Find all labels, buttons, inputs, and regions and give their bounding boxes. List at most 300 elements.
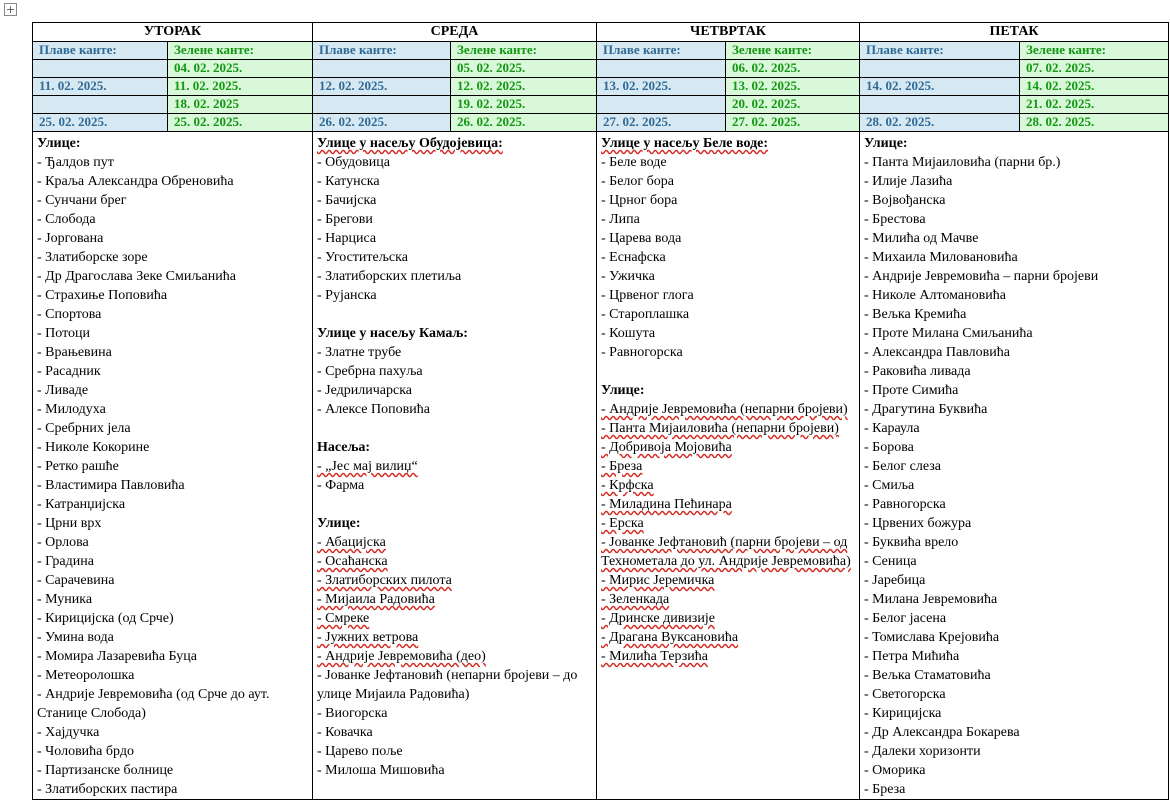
street-text: - Равногорска xyxy=(601,345,683,360)
street-item xyxy=(601,495,855,514)
street-text: - Петра Мићића xyxy=(864,649,960,664)
street-text: - Сребрних јела xyxy=(37,421,131,436)
street-item xyxy=(37,419,308,438)
street-text: - Сунчани брег xyxy=(37,193,127,208)
day-header-thursday: ЧЕТВРТАК xyxy=(597,23,860,42)
street-item xyxy=(37,495,308,514)
date-cell xyxy=(597,96,726,114)
street-item xyxy=(317,286,592,305)
street-item xyxy=(864,381,1164,400)
section-heading xyxy=(601,381,855,400)
street-list-wednesday xyxy=(313,132,597,800)
street-text: - Проте Симића xyxy=(864,383,959,398)
street-item xyxy=(864,761,1164,780)
street-text: - Угоститељска xyxy=(317,250,408,265)
street-text: - Златиборских пастира xyxy=(37,782,178,797)
street-text: - Белог слеза xyxy=(864,459,941,474)
street-item xyxy=(37,400,308,419)
street-text: - Кирицијска (од Срче) xyxy=(37,611,174,626)
street-item xyxy=(864,495,1164,514)
blue-bins-label: Плаве канте: xyxy=(597,42,726,60)
street-text: - Хајдучка xyxy=(37,725,100,740)
street-text: - Милића од Мачве xyxy=(864,231,979,246)
street-text: - Милана Јевремовића xyxy=(864,592,998,607)
street-text: - Врањевина xyxy=(37,345,112,360)
street-text: - Војвођанска xyxy=(864,193,946,208)
street-item xyxy=(37,685,308,723)
street-text: - Ерска xyxy=(601,516,644,531)
street-item xyxy=(601,286,855,305)
date-cell: 26. 02. 2025. xyxy=(451,114,597,132)
section-heading xyxy=(601,134,855,153)
street-item xyxy=(317,590,592,609)
street-item xyxy=(37,324,308,343)
street-item xyxy=(37,666,308,685)
street-item xyxy=(37,514,308,533)
street-item xyxy=(864,229,1164,248)
street-item xyxy=(317,704,592,723)
street-item xyxy=(864,286,1164,305)
collection-schedule-table xyxy=(32,22,1169,800)
street-item xyxy=(601,533,855,571)
street-text: - Обудовица xyxy=(317,155,390,170)
street-text: - Андрије Јевремовића (непарни бројеви) xyxy=(601,402,848,417)
street-text: - Ливаде xyxy=(37,383,89,398)
street-item xyxy=(317,457,592,476)
street-item xyxy=(317,761,592,780)
street-item xyxy=(864,590,1164,609)
date-cell: 21. 02. 2025. xyxy=(1020,96,1169,114)
street-text: - Виогорска xyxy=(317,706,388,721)
street-item xyxy=(317,476,592,495)
street-item xyxy=(317,552,592,571)
street-item xyxy=(601,419,855,438)
street-text: - Смреке xyxy=(317,611,370,626)
street-text: - Јаребица xyxy=(864,573,926,588)
street-text: - Борова xyxy=(864,440,914,455)
street-text: - Илије Лазића xyxy=(864,174,953,189)
street-text: - Дринске дивизије xyxy=(601,611,715,626)
street-item xyxy=(864,438,1164,457)
street-text: - Градина xyxy=(37,554,94,569)
street-item xyxy=(37,229,308,248)
street-text: - Црвеног глога xyxy=(601,288,694,303)
table-move-handle-icon[interactable]: + xyxy=(5,3,16,16)
date-cell: 27. 02. 2025. xyxy=(726,114,860,132)
date-cell xyxy=(860,60,1020,78)
street-item xyxy=(864,533,1164,552)
street-text: - Липа xyxy=(601,212,640,227)
date-cell: 11. 02. 2025. xyxy=(168,78,313,96)
street-item xyxy=(601,343,855,362)
street-item xyxy=(601,210,855,229)
section-heading xyxy=(317,324,592,343)
street-item xyxy=(37,571,308,590)
street-item xyxy=(864,685,1164,704)
street-item xyxy=(864,628,1164,647)
street-text: - Андрије Јевремовића (од Срче до аут. Станице Слобода) xyxy=(37,687,270,721)
street-item xyxy=(37,628,308,647)
street-text: - Брегови xyxy=(317,212,373,227)
date-cell xyxy=(33,96,168,114)
street-text: - Брестова xyxy=(864,212,926,227)
street-item xyxy=(317,229,592,248)
blue-bins-label: Плаве канте: xyxy=(33,42,168,60)
date-cell: 11. 02. 2025. xyxy=(33,78,168,96)
street-item xyxy=(317,362,592,381)
street-text: - Царева вода xyxy=(601,231,682,246)
street-text: - Јужних ветрова xyxy=(317,630,419,645)
street-text: - Беле воде xyxy=(601,155,667,170)
street-text: - Николе Кокорине xyxy=(37,440,150,455)
street-item xyxy=(317,400,592,419)
street-item xyxy=(37,343,308,362)
street-text: - Партизанске болнице xyxy=(37,763,174,778)
street-text: - Муника xyxy=(37,592,93,607)
street-list-friday xyxy=(860,132,1169,800)
street-item xyxy=(864,476,1164,495)
street-text: Улице: xyxy=(317,516,361,531)
date-cell: 25. 02. 2025. xyxy=(168,114,313,132)
date-cell: 12. 02. 2025. xyxy=(313,78,451,96)
street-item xyxy=(864,704,1164,723)
date-cell: 14. 02. 2025. xyxy=(860,78,1020,96)
street-item xyxy=(864,780,1164,799)
street-item xyxy=(37,248,308,267)
street-item xyxy=(37,552,308,571)
street-item xyxy=(317,723,592,742)
street-item xyxy=(37,362,308,381)
green-bins-label: Зелене канте: xyxy=(726,42,860,60)
street-text: - Спортова xyxy=(37,307,102,322)
street-item xyxy=(601,267,855,286)
street-text: - Буквића врело xyxy=(864,535,959,550)
street-item xyxy=(601,571,855,590)
street-text: - Метеоролошка xyxy=(37,668,135,683)
street-item xyxy=(317,628,592,647)
street-text: - Страхиње Поповића xyxy=(37,288,168,303)
date-row xyxy=(33,78,1169,96)
street-item xyxy=(317,533,592,552)
street-text: - Сарачевина xyxy=(37,573,115,588)
street-text: - Властимира Павловића xyxy=(37,478,185,493)
street-text: - Равногорска xyxy=(864,497,946,512)
street-text: - Бреза xyxy=(864,782,906,797)
street-text: - Др Александра Бокарева xyxy=(864,725,1020,740)
street-item xyxy=(37,780,308,799)
street-item xyxy=(37,609,308,628)
date-cell: 28. 02. 2025. xyxy=(1020,114,1169,132)
street-item xyxy=(601,628,855,647)
street-text: - Далеки хоризонти xyxy=(864,744,981,759)
street-item xyxy=(317,210,592,229)
street-item xyxy=(864,647,1164,666)
street-text: Улице у насељу Обудојевица: xyxy=(317,136,503,151)
street-text: - Умина вода xyxy=(37,630,114,645)
street-item xyxy=(864,514,1164,533)
street-item xyxy=(601,324,855,343)
street-text: - Миладина Пећинара xyxy=(601,497,732,512)
street-item xyxy=(37,172,308,191)
date-cell: 07. 02. 2025. xyxy=(1020,60,1169,78)
section-heading xyxy=(317,438,592,457)
street-text: - Смиља xyxy=(864,478,915,493)
street-item xyxy=(317,172,592,191)
street-item xyxy=(317,742,592,761)
street-text: - Царево поље xyxy=(317,744,403,759)
street-item xyxy=(317,191,592,210)
street-item xyxy=(864,419,1164,438)
street-text: - Александра Павловића xyxy=(864,345,1010,360)
street-text: Улице: xyxy=(601,383,645,398)
street-text: - Краља Александра Обреновића xyxy=(37,174,234,189)
street-item xyxy=(37,761,308,780)
street-text: Улице: xyxy=(864,136,908,151)
street-text: - Алексе Поповића xyxy=(317,402,430,417)
date-cell: 06. 02. 2025. xyxy=(726,60,860,78)
street-text: - Златиборске зоре xyxy=(37,250,148,265)
street-item xyxy=(317,647,592,666)
date-cell xyxy=(33,60,168,78)
street-text: - Андрије Јевремовића (део) xyxy=(317,649,486,664)
street-text: - Панта Мијаиловића (парни бр.) xyxy=(864,155,1061,170)
day-header-wednesday: СРЕДА xyxy=(313,23,597,42)
street-item xyxy=(601,647,855,666)
street-text: - Рујанска xyxy=(317,288,377,303)
street-list-tuesday xyxy=(33,132,313,800)
street-text: - Осаћанска xyxy=(317,554,388,569)
date-cell: 04. 02. 2025. xyxy=(168,60,313,78)
date-cell: 13. 02. 2025. xyxy=(726,78,860,96)
date-cell: 25. 02. 2025. xyxy=(33,114,168,132)
street-item xyxy=(864,305,1164,324)
street-text: - Вељка Стаматовића xyxy=(864,668,991,683)
blank-line xyxy=(317,305,592,324)
street-item xyxy=(864,191,1164,210)
street-text: - Бреза xyxy=(601,459,643,474)
street-item xyxy=(317,381,592,400)
street-item xyxy=(601,153,855,172)
street-text: - Проте Милана Смиљанића xyxy=(864,326,1033,341)
green-bins-label: Зелене канте: xyxy=(1020,42,1169,60)
street-item xyxy=(317,153,592,172)
street-text: - Црни врх xyxy=(37,516,102,531)
street-text: - Андрије Јевремовића – парни бројеви xyxy=(864,269,1099,284)
street-text: - Белог јасена xyxy=(864,611,947,626)
street-text: - „Јес мај вилиџ“ xyxy=(317,459,418,474)
street-text: - Кирицијска xyxy=(864,706,942,721)
street-item xyxy=(37,533,308,552)
street-text: - Црног бора xyxy=(601,193,678,208)
street-lists-row xyxy=(33,132,1169,800)
street-text: - Драгана Вуксановића xyxy=(601,630,739,645)
street-text: - Златиборских пилота xyxy=(317,573,452,588)
street-item xyxy=(864,571,1164,590)
date-row xyxy=(33,96,1169,114)
street-item xyxy=(37,381,308,400)
street-text: - Слобода xyxy=(37,212,96,227)
street-text: - Милодуха xyxy=(37,402,106,417)
street-item xyxy=(37,742,308,761)
street-text: - Др Драгослава Зеке Смиљанића xyxy=(37,269,236,284)
street-text: - Сеница xyxy=(864,554,917,569)
date-cell: 18. 02. 2025 xyxy=(168,96,313,114)
street-text: - Расадник xyxy=(37,364,101,379)
section-heading xyxy=(317,134,592,153)
street-item xyxy=(864,248,1164,267)
street-item xyxy=(37,476,308,495)
street-item xyxy=(37,267,308,286)
street-item xyxy=(601,609,855,628)
section-heading xyxy=(317,514,592,533)
street-item xyxy=(601,248,855,267)
day-header-row xyxy=(33,23,1169,42)
street-text: - Оморика xyxy=(864,763,926,778)
blank-line xyxy=(317,495,592,514)
street-item xyxy=(864,362,1164,381)
green-bins-label: Зелене канте: xyxy=(168,42,313,60)
section-heading xyxy=(864,134,1164,153)
street-item xyxy=(37,647,308,666)
day-header-friday: ПЕТАК xyxy=(860,23,1169,42)
street-text: - Милоша Мишовића xyxy=(317,763,445,778)
street-item xyxy=(317,343,592,362)
street-item xyxy=(601,476,855,495)
street-item xyxy=(601,305,855,324)
date-row xyxy=(33,114,1169,132)
street-text: - Момира Лазаревића Буца xyxy=(37,649,197,664)
street-text: - Белог бора xyxy=(601,174,674,189)
date-cell: 05. 02. 2025. xyxy=(451,60,597,78)
street-text: - Чоловића брдо xyxy=(37,744,134,759)
street-text: - Добривоја Мојовића xyxy=(601,440,732,455)
blank-line xyxy=(317,419,592,438)
street-text: - Томислава Крејовића xyxy=(864,630,1000,645)
street-text: - Зеленкада xyxy=(601,592,670,607)
street-item xyxy=(864,343,1164,362)
street-item xyxy=(601,400,855,419)
street-text: - Крфска xyxy=(601,478,654,493)
street-text: - Златиборских плетиља xyxy=(317,269,462,284)
street-item xyxy=(601,457,855,476)
street-item xyxy=(317,571,592,590)
street-text: - Катранџијска xyxy=(37,497,126,512)
street-item xyxy=(37,153,308,172)
street-text: - Еснафска xyxy=(601,250,666,265)
date-cell: 14. 02. 2025. xyxy=(1020,78,1169,96)
street-text: - Бачијска xyxy=(317,193,377,208)
street-text: - Ђалдов пут xyxy=(37,155,114,170)
day-header-tuesday: УТОРАК xyxy=(33,23,313,42)
street-item xyxy=(601,590,855,609)
street-text: - Ковачка xyxy=(317,725,373,740)
street-item xyxy=(37,305,308,324)
street-text: Улице у насељу Беле воде: xyxy=(601,136,769,151)
street-text: - Мирис Јеремичка xyxy=(601,573,715,588)
street-item xyxy=(864,172,1164,191)
street-text: - Абацијска xyxy=(317,535,386,550)
street-item xyxy=(317,248,592,267)
green-bins-label: Зелене канте: xyxy=(451,42,597,60)
date-cell: 20. 02. 2025. xyxy=(726,96,860,114)
street-text: - Фарма xyxy=(317,478,365,493)
bin-label-row xyxy=(33,42,1169,60)
street-item xyxy=(864,609,1164,628)
street-item xyxy=(864,400,1164,419)
street-text: - Мијаила Радовића xyxy=(317,592,435,607)
street-item xyxy=(864,723,1164,742)
date-cell xyxy=(313,96,451,114)
date-row xyxy=(33,60,1169,78)
street-text: - Потоци xyxy=(37,326,91,341)
street-text: - Јованке Јефтановић (парни бројеви – од Технометала до ул. Андрије Јевремовића) xyxy=(601,535,851,569)
date-cell: 19. 02. 2025. xyxy=(451,96,597,114)
date-cell: 12. 02. 2025. xyxy=(451,78,597,96)
street-text: - Михаила Миловановића xyxy=(864,250,1018,265)
street-text: - Николе Алтомановића xyxy=(864,288,1006,303)
blank-line xyxy=(601,362,855,381)
street-item xyxy=(864,267,1164,286)
street-text: - Сребрна пахуља xyxy=(317,364,423,379)
street-text: - Драгутина Буквића xyxy=(864,402,988,417)
street-item xyxy=(37,438,308,457)
street-item xyxy=(317,609,592,628)
street-item xyxy=(317,666,592,704)
street-item xyxy=(601,514,855,533)
date-cell: 27. 02. 2025. xyxy=(597,114,726,132)
street-text: - Кошута xyxy=(601,326,656,341)
date-cell: 13. 02. 2025. xyxy=(597,78,726,96)
street-item xyxy=(37,723,308,742)
street-item xyxy=(37,210,308,229)
street-item xyxy=(864,324,1164,343)
street-item xyxy=(601,191,855,210)
street-item xyxy=(864,742,1164,761)
street-text: - Раковића ливада xyxy=(864,364,971,379)
street-text: - Нарциса xyxy=(317,231,377,246)
street-text: - Караула xyxy=(864,421,920,436)
street-text: - Црвених божура xyxy=(864,516,972,531)
street-text: Улице: xyxy=(37,136,81,151)
date-cell xyxy=(597,60,726,78)
street-item xyxy=(864,210,1164,229)
street-item xyxy=(37,191,308,210)
street-item xyxy=(864,457,1164,476)
street-text: - Светогорска xyxy=(864,687,946,702)
street-text: - Ретко рашће xyxy=(37,459,119,474)
street-item xyxy=(317,267,592,286)
blue-bins-label: Плаве канте: xyxy=(313,42,451,60)
street-list-thursday xyxy=(597,132,860,800)
section-heading xyxy=(37,134,308,153)
street-text: - Једриличарска xyxy=(317,383,413,398)
street-item xyxy=(37,590,308,609)
street-item xyxy=(601,172,855,191)
street-item xyxy=(601,438,855,457)
street-text: - Катунска xyxy=(317,174,380,189)
blue-bins-label: Плаве канте: xyxy=(860,42,1020,60)
street-item xyxy=(864,552,1164,571)
street-text: Насеља: xyxy=(317,440,371,455)
street-text: - Орлова xyxy=(37,535,89,550)
street-item xyxy=(864,153,1164,172)
street-text: - Јованке Јефтановић (непарни бројеви – до улице Мијаила Радовића) xyxy=(317,668,578,702)
street-text: - Јоргована xyxy=(37,231,104,246)
street-item xyxy=(601,229,855,248)
date-cell xyxy=(860,96,1020,114)
street-text: - Вељка Кремића xyxy=(864,307,967,322)
street-item xyxy=(864,666,1164,685)
